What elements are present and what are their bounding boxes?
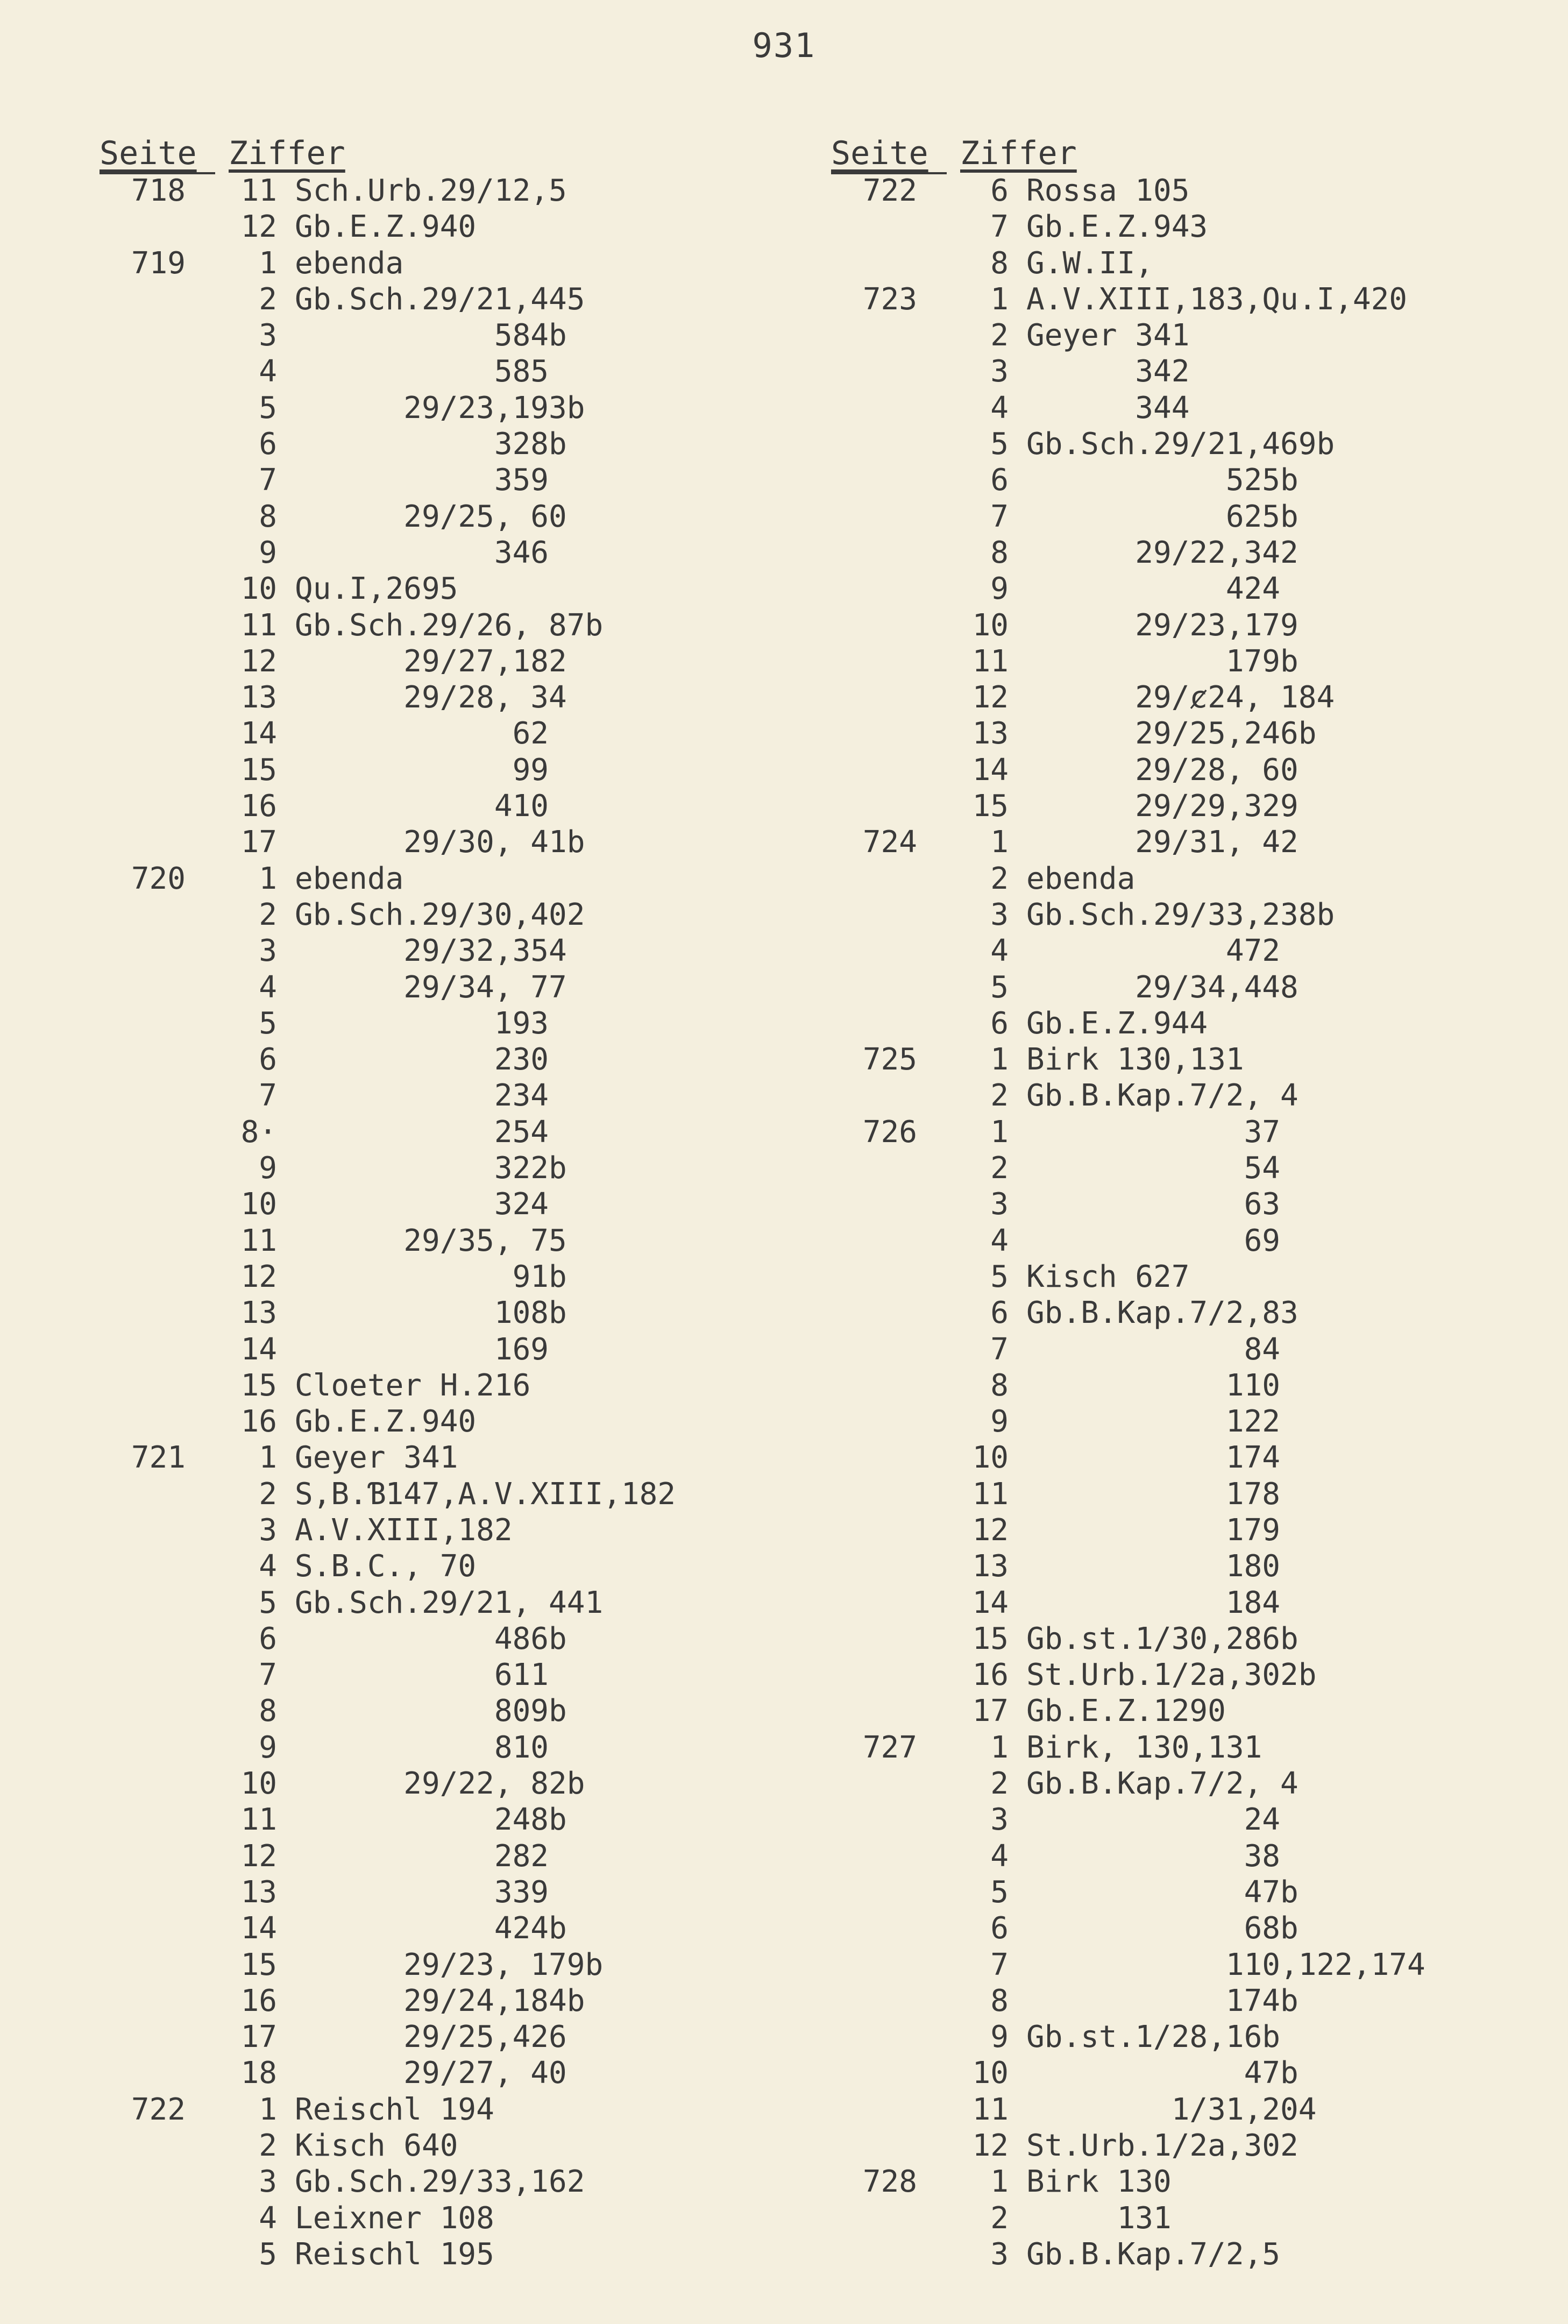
ziffer-number: 10: [240, 1766, 277, 1802]
ziffer-number: 6: [990, 1005, 1009, 1041]
seite-number: 720: [131, 861, 186, 896]
seite-number: 726: [862, 1114, 917, 1150]
reference-text: 29/23, 179b: [295, 1947, 604, 1982]
reference-text: 29/28, 60: [1026, 752, 1299, 788]
ziffer-number: 9: [990, 571, 1009, 607]
ziffer-number: 18: [240, 2056, 277, 2091]
seite-number: 721: [131, 1440, 186, 1476]
reference-text: 424: [1026, 571, 1281, 607]
reference-text: ebenda: [295, 245, 404, 281]
ziffer-number: 13: [972, 1549, 1009, 1584]
ziffer-number: 7: [990, 209, 1009, 245]
ziffer-number: 14: [240, 1911, 277, 1946]
reference-text: 346: [295, 535, 549, 570]
reference-text: G.W.II,: [1026, 245, 1154, 281]
reference-text: 110,122,174: [1026, 1947, 1425, 1982]
ziffer-number: 15: [240, 1947, 277, 1982]
reference-text: Gb.E.Z.944: [1026, 1005, 1208, 1041]
ziffer-number: 8: [259, 499, 277, 534]
ziffer-number: 3: [990, 2236, 1009, 2272]
ziffer-number: 5: [259, 1005, 277, 1041]
ziffer-number: 8: [990, 1368, 1009, 1403]
ziffer-number: 9: [259, 1151, 277, 1186]
reference-text: 625b: [1026, 499, 1299, 534]
ziffer-number: 4: [259, 969, 277, 1005]
reference-text: 29/22,342: [1026, 535, 1299, 570]
reference-text: 29/23,179: [1026, 607, 1299, 643]
reference-text: Qu.I,2695: [295, 571, 458, 607]
reference-text: 29/25,246b: [1026, 716, 1317, 752]
ziffer-number: 1: [990, 281, 1009, 317]
ziffer-number: 11: [240, 173, 277, 208]
reference-text: 108b: [295, 1295, 567, 1331]
reference-text: 169: [295, 1331, 549, 1367]
ziffer-number: 5: [990, 1874, 1009, 1910]
ziffer-number: 4: [990, 390, 1009, 426]
ziffer-number: 13: [972, 716, 1009, 752]
reference-text: 179b: [1026, 643, 1299, 679]
ziffer-number: 14: [240, 716, 277, 752]
ziffer-number: 9: [990, 2020, 1009, 2055]
reference-text: 110: [1026, 1368, 1281, 1403]
ziffer-number: 15: [240, 752, 277, 788]
seite-number: 718: [131, 173, 186, 208]
ziffer-number: 3: [259, 933, 277, 969]
reference-text: Gb.Sch.29/30,402: [295, 897, 585, 932]
ziffer-number: 15: [240, 1368, 277, 1403]
ziffer-number: 10: [972, 1440, 1009, 1476]
ziffer-number: 11: [972, 2092, 1009, 2127]
ziffer-number: 6: [259, 1042, 277, 1078]
reference-text: 29/25,426: [295, 2020, 567, 2055]
ziffer-number: 16: [240, 789, 277, 824]
reference-text: 810: [295, 1730, 549, 1765]
ziffer-number: 2: [990, 318, 1009, 353]
ziffer-number: 8: [990, 535, 1009, 570]
ziffer-number: 11: [240, 1802, 277, 1838]
ziffer-number: 11: [240, 1223, 277, 1258]
reference-text: Kisch 640: [295, 2128, 458, 2164]
reference-text: Gb.E.Z.940: [295, 209, 477, 245]
ziffer-number: 11: [240, 607, 277, 643]
ziffer-number: 14: [972, 752, 1009, 788]
reference-text: Gb.B.Kap.7/2, 4: [1026, 1078, 1299, 1114]
ziffer-number: 17: [240, 2020, 277, 2055]
ziffer-number: 12: [240, 643, 277, 679]
reference-text: 29/23,193b: [295, 390, 585, 426]
ziffer-number: 6: [990, 1295, 1009, 1331]
ziffer-number: 7: [990, 499, 1009, 534]
reference-text: 230: [295, 1042, 549, 1078]
reference-text: Gb.Sch.29/21,445: [295, 281, 585, 317]
ziffer-number: 8: [990, 245, 1009, 281]
reference-text: 248b: [295, 1802, 567, 1838]
reference-text: Gb.Sch.29/21, 441: [295, 1585, 604, 1620]
ziffer-number: 13: [240, 1874, 277, 1910]
reference-text: Gb.B.Kap.7/2,83: [1026, 1295, 1299, 1331]
ziffer-number: 3: [990, 1187, 1009, 1222]
reference-text: Sch.Urb.29/12,5: [295, 173, 567, 208]
reference-text: 99: [295, 752, 549, 788]
ziffer-number: 8·: [240, 1114, 277, 1150]
ziffer-number: 13: [240, 1295, 277, 1331]
ziffer-number: 2: [259, 281, 277, 317]
reference-text: 339: [295, 1874, 549, 1910]
reference-text: 472: [1026, 933, 1281, 969]
reference-text: 344: [1026, 390, 1190, 426]
ziffer-number: 2: [990, 1151, 1009, 1186]
reference-text: St.Urb.1/2a,302b: [1026, 1657, 1317, 1693]
reference-text: 328b: [295, 427, 567, 462]
ziffer-number: 4: [259, 2200, 277, 2236]
ziffer-number: 16: [240, 1983, 277, 2018]
reference-text: 424b: [295, 1911, 567, 1946]
reference-text: 359: [295, 463, 549, 498]
reference-text: 29/35, 75: [295, 1223, 567, 1258]
reference-text: 29/24,184b: [295, 1983, 585, 2018]
reference-text: Gb.B.Kap.7/2, 4: [1026, 1766, 1299, 1802]
ziffer-number: 3: [259, 2164, 277, 2200]
ziffer-number: 4: [990, 1838, 1009, 1874]
ziffer-number: 2: [259, 1476, 277, 1512]
ziffer-number: 16: [972, 1657, 1009, 1693]
ziffer-number: 1: [990, 1730, 1009, 1765]
reference-text: Kisch 627: [1026, 1259, 1190, 1294]
ziffer-number: 14: [240, 1331, 277, 1367]
reference-text: 29/28, 34: [295, 680, 567, 715]
ziffer-number: 5: [259, 390, 277, 426]
seite-number: 727: [862, 1730, 917, 1765]
reference-text: Birk 130: [1026, 2164, 1172, 2200]
ziffer-number: 14: [972, 1585, 1009, 1620]
ziffer-number: 7: [259, 1078, 277, 1114]
ziffer-number: 1: [990, 1114, 1009, 1150]
ziffer-number: 5: [990, 969, 1009, 1005]
ziffer-number: 10: [240, 571, 277, 607]
ziffer-number: 13: [240, 680, 277, 715]
ziffer-number: 3: [990, 1802, 1009, 1838]
reference-text: 29/34, 77: [295, 969, 567, 1005]
reference-text: 84: [1026, 1331, 1281, 1367]
ziffer-number: 12: [240, 209, 277, 245]
reference-text: 410: [295, 789, 549, 824]
reference-text: 486b: [295, 1621, 567, 1656]
ziffer-number: 1: [259, 1440, 277, 1476]
reference-text: Reischl 194: [295, 2092, 494, 2127]
reference-text: 342: [1026, 354, 1190, 389]
reference-text: 322b: [295, 1151, 567, 1186]
ziffer-number: 11: [972, 1476, 1009, 1512]
reference-text: 47b: [1026, 1874, 1299, 1910]
reference-text: 37: [1026, 1114, 1281, 1150]
reference-text: Gb.st.1/30,286b: [1026, 1621, 1299, 1656]
ziffer-number: 1: [259, 245, 277, 281]
reference-text: 29/34,448: [1026, 969, 1299, 1005]
reference-text: 184: [1026, 1585, 1281, 1620]
ziffer-number: 17: [972, 1694, 1009, 1729]
ziffer-number: 2: [990, 2200, 1009, 2236]
header-ziffer: Ziffer: [960, 134, 1077, 172]
reference-text: 63: [1026, 1187, 1281, 1222]
reference-text: Geyer 341: [1026, 318, 1190, 353]
reference-text: Reischl 195: [295, 2236, 494, 2272]
ziffer-number: 12: [972, 680, 1009, 715]
ziffer-number: 3: [259, 1512, 277, 1548]
reference-text: 29/22, 82b: [295, 1766, 585, 1802]
reference-text: Gb.Sch.29/33,238b: [1026, 897, 1335, 932]
reference-text: 29/29,329: [1026, 789, 1299, 824]
header-seite: Seite: [100, 134, 197, 172]
ziffer-number: 3: [990, 354, 1009, 389]
ziffer-number: 2: [990, 861, 1009, 896]
reference-text: Gb.st.1/28,16b: [1026, 2020, 1281, 2055]
ziffer-number: 15: [972, 1621, 1009, 1656]
reference-text: 47b: [1026, 2056, 1299, 2091]
ziffer-number: 4: [990, 1223, 1009, 1258]
reference-text: 29/32,354: [295, 933, 567, 969]
seite-number: 722: [131, 2092, 186, 2127]
reference-text: Leixner 108: [295, 2200, 494, 2236]
header-seite: Seite: [831, 134, 928, 172]
ziffer-number: 5: [990, 427, 1009, 462]
reference-text: S,B.Ɓ147,A.V.XIII,182: [295, 1476, 676, 1512]
ziffer-number: 10: [972, 607, 1009, 643]
reference-text: 29/ȼ24, 184: [1026, 680, 1335, 715]
reference-text: 585: [295, 354, 549, 389]
seite-number: 722: [862, 173, 917, 208]
reference-text: Gb.E.Z.943: [1026, 209, 1208, 245]
reference-text: Gb.Sch.29/26, 87b: [295, 607, 604, 643]
ziffer-number: 12: [240, 1838, 277, 1874]
ziffer-number: 1: [259, 2092, 277, 2127]
reference-text: 584b: [295, 318, 567, 353]
reference-text: 54: [1026, 1151, 1281, 1186]
reference-text: 69: [1026, 1223, 1281, 1258]
reference-text: 29/25, 60: [295, 499, 567, 534]
reference-text: Birk 130,131: [1026, 1042, 1244, 1078]
reference-text: 1/31,204: [1026, 2092, 1317, 2127]
reference-text: 193: [295, 1005, 549, 1041]
reference-text: 611: [295, 1657, 549, 1693]
ziffer-number: 4: [259, 354, 277, 389]
reference-text: Gb.B.Kap.7/2,5: [1026, 2236, 1281, 2272]
ziffer-number: 10: [240, 1187, 277, 1222]
reference-text: 29/27,182: [295, 643, 567, 679]
reference-text: 174b: [1026, 1983, 1299, 2018]
ziffer-number: 5: [259, 1585, 277, 1620]
ziffer-number: 6: [990, 173, 1009, 208]
reference-text: Geyer 341: [295, 1440, 458, 1476]
reference-text: 809b: [295, 1694, 567, 1729]
ziffer-number: 6: [259, 1621, 277, 1656]
ziffer-number: 7: [259, 1657, 277, 1693]
reference-text: 38: [1026, 1838, 1281, 1874]
reference-text: Cloeter H.216: [295, 1368, 531, 1403]
ziffer-number: 1: [990, 2164, 1009, 2200]
ziffer-number: 12: [972, 1512, 1009, 1548]
reference-text: 179: [1026, 1512, 1281, 1548]
ziffer-number: 16: [240, 1404, 277, 1440]
seite-number: 728: [862, 2164, 917, 2200]
reference-text: A.V.XIII,182: [295, 1512, 513, 1548]
seite-number: 723: [862, 281, 917, 317]
ziffer-number: 7: [259, 463, 277, 498]
ziffer-number: 12: [240, 1259, 277, 1294]
ziffer-number: 15: [972, 789, 1009, 824]
ziffer-number: 6: [259, 427, 277, 462]
ziffer-number: 6: [990, 463, 1009, 498]
ziffer-number: 2: [259, 2128, 277, 2164]
ziffer-number: 17: [240, 825, 277, 860]
reference-text: ebenda: [295, 861, 404, 896]
ziffer-number: 7: [990, 1947, 1009, 1982]
page-number: 931: [752, 26, 816, 65]
ziffer-number: 1: [259, 861, 277, 896]
ziffer-number: 9: [990, 1404, 1009, 1440]
reference-text: Gb.E.Z.940: [295, 1404, 477, 1440]
ziffer-number: 1: [990, 825, 1009, 860]
header-ziffer: Ziffer: [229, 134, 345, 172]
ziffer-number: 8: [990, 1983, 1009, 2018]
reference-text: 324: [295, 1187, 549, 1222]
ziffer-number: 10: [972, 2056, 1009, 2091]
reference-text: 62: [295, 716, 549, 752]
ziffer-number: 1: [990, 1042, 1009, 1078]
reference-text: S.B.C., 70: [295, 1549, 477, 1584]
reference-text: 174: [1026, 1440, 1281, 1476]
ziffer-number: 3: [259, 318, 277, 353]
reference-text: 254: [295, 1114, 549, 1150]
reference-text: 68b: [1026, 1911, 1299, 1946]
ziffer-number: 6: [990, 1911, 1009, 1946]
ziffer-number: 2: [259, 897, 277, 932]
reference-text: A.V.XIII,183,Qu.I,420: [1026, 281, 1408, 317]
ziffer-number: 8: [259, 1694, 277, 1729]
ziffer-number: 9: [259, 535, 277, 570]
seite-number: 725: [862, 1042, 917, 1078]
reference-text: Birk, 130,131: [1026, 1730, 1262, 1765]
reference-text: 525b: [1026, 463, 1299, 498]
reference-text: Gb.Sch.29/33,162: [295, 2164, 585, 2200]
ziffer-number: 11: [972, 643, 1009, 679]
reference-text: 180: [1026, 1549, 1281, 1584]
reference-text: Gb.Sch.29/21,469b: [1026, 427, 1335, 462]
reference-text: 234: [295, 1078, 549, 1114]
reference-text: 178: [1026, 1476, 1281, 1512]
reference-text: ebenda: [1026, 861, 1136, 896]
seite-number: 719: [131, 245, 186, 281]
reference-text: Rossa 105: [1026, 173, 1190, 208]
ziffer-number: 3: [990, 897, 1009, 932]
ziffer-number: 12: [972, 2128, 1009, 2164]
reference-text: 29/30, 41b: [295, 825, 585, 860]
ziffer-number: 2: [990, 1766, 1009, 1802]
ziffer-number: 7: [990, 1331, 1009, 1367]
ziffer-number: 5: [259, 2236, 277, 2272]
reference-text: 282: [295, 1838, 549, 1874]
ziffer-number: 4: [259, 1549, 277, 1584]
reference-text: Gb.E.Z.1290: [1026, 1694, 1226, 1729]
ziffer-number: 5: [990, 1259, 1009, 1294]
ziffer-number: 4: [990, 933, 1009, 969]
reference-text: 29/31, 42: [1026, 825, 1299, 860]
reference-text: 24: [1026, 1802, 1281, 1838]
reference-text: 131: [1026, 2200, 1172, 2236]
ziffer-number: 9: [259, 1730, 277, 1765]
reference-text: 29/27, 40: [295, 2056, 567, 2091]
reference-text: 122: [1026, 1404, 1281, 1440]
reference-text: 91b: [295, 1259, 567, 1294]
ziffer-number: 2: [990, 1078, 1009, 1114]
seite-number: 724: [862, 825, 917, 860]
reference-text: St.Urb.1/2a,302: [1026, 2128, 1299, 2164]
